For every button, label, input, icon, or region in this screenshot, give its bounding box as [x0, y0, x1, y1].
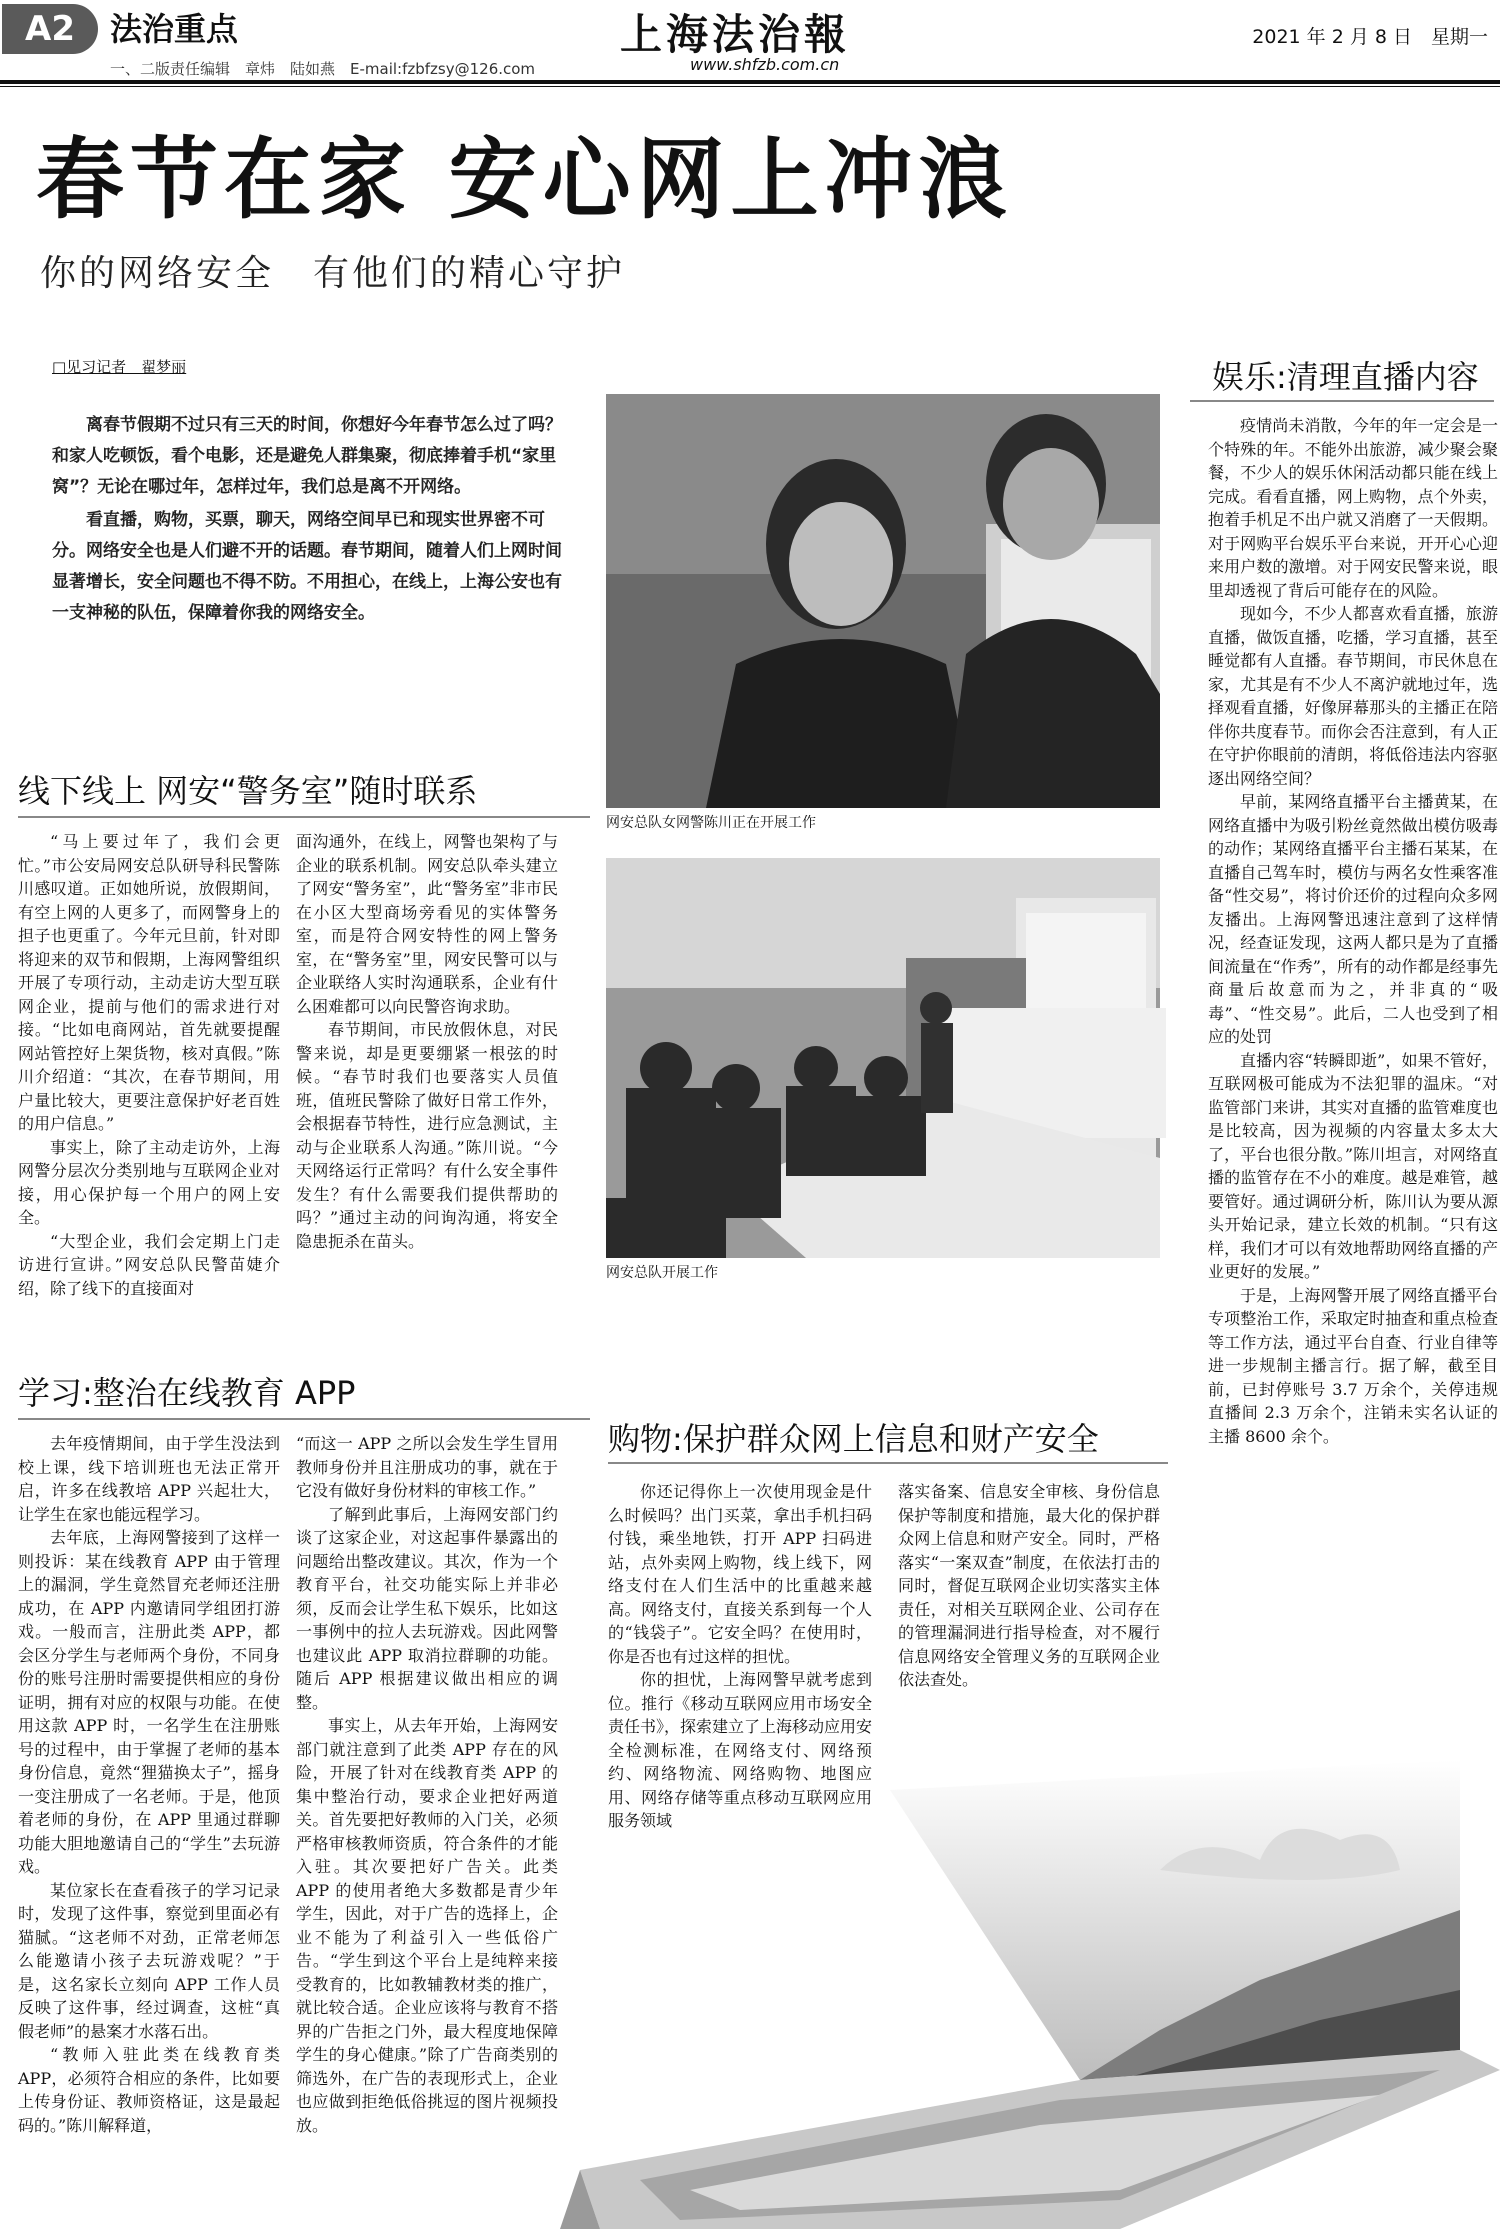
section-rule — [18, 816, 590, 818]
paragraph: 某位家长在查看孩子的学习记录时，发现了这件事，察觉到里面必有猫腻。“这老师不对劲，正常老师怎么能邀请小孩子去玩游戏呢？”于是，这名家长立刻向 APP 工作人员反映了这件事，经过调查，这桩“真假老师”的悬案才水落石出。 — [18, 1880, 280, 2041]
paragraph: 现如今，不少人都喜欢看直播，旅游直播，做饭直播，吃播，学习直播，甚至睡觉都有人直播。春节期间，市民休息在家，尤其是有不少人不离沪就地过年，选择观看直播，好像屏幕那头的主播正在陪伴你共度春节。而你会否注意到，有人正在守护你眼前的清朗，将低俗违法内容驱逐出网络空间？ — [1208, 604, 1498, 788]
article-column — [1208, 414, 1498, 1744]
photo-team-meeting — [606, 858, 1160, 1258]
paragraph: 事实上，除了主动走访外，上海网警分层次分类别地与互联网企业对接，用心保护每一个用户的网上安全。 — [18, 1137, 280, 1227]
byline: □见习记者 翟梦丽 — [52, 358, 187, 376]
article-column — [18, 1432, 280, 2222]
editors-line: 一、二版责任编辑 章炜 陆如燕 E-mail:fzbfzsy@126.com — [110, 60, 536, 78]
photo-caption: 网安总队女网警陈川正在开展工作 — [606, 815, 816, 831]
issue-date: 2021 年 2 月 8 日 星期一 — [1252, 26, 1488, 48]
photo-caption: 网安总队开展工作 — [606, 1265, 718, 1281]
paragraph: 于是，上海网警开展了网络直播平台专项整治工作，采取定时抽查和重点检查等工作方法，通过平台自查、行业自律等进一步规制主播言行。据了解，截至目前，已封停账号 3.7 万余个，关停违规直播间 2.3 万余个，注销未实名认证的主播 8600 余个。 — [1208, 1285, 1498, 1446]
sub-headline: 你的网络安全 有他们的精心守护 — [40, 253, 626, 294]
photo-policewoman-at-work — [606, 394, 1160, 808]
section-rule — [18, 1418, 590, 1420]
header-rule-thin — [0, 86, 1500, 87]
section-rule — [608, 1462, 1168, 1464]
section-title: 法治重点 — [110, 10, 239, 48]
paragraph: “而这一 APP 之所以会发生学生冒用教师身份并且注册成功的事，就在于它没有做好身份材料的审核工作。” — [296, 1434, 558, 1500]
section-heading-shopping: 购物:保护群众网上信息和财产安全 — [608, 1420, 1099, 1458]
paragraph: 事实上，从去年开始，上海网安部门就注意到了此类 APP 存在的风险，开展了针对在线教育类 APP 的集中整治行动，要求企业把好两道关。首先要把好教师的入门关，必须严格审核教师资质，符合条件的才能入驻。其次要把好广告关。此类 APP 的使用者绝大多数都是青少年学生，因此，对于广告的选择上，企业不能为了利益引入一些低俗广告。“学生到这个平台上是纯粹来接受教育的，比如教辅教材类的推广，就比较合适。企业应该将与教育不搭界的广告拒之门外，最大程度地保障学生的身心健康。”除了广告商类别的筛选外，在广告的表现形式上，企业也应做到拒绝低俗挑逗的图片视频投放。 — [296, 1716, 558, 2135]
article-column — [608, 1480, 873, 1830]
article-column — [296, 830, 558, 1270]
paragraph: 去年底，上海网警接到了这样一则投诉：某在线教育 APP 由于管理上的漏洞，学生竟然冒充老师还注册成功，在 APP 内邀请同学组团打游戏。一般而言，注册此类 APP，都会区分学生与老师两个身份，不同身份的账号注册时需要提供相应的身份证明，拥有对应的权限与功能。在使用这款 APP 时，一名学生在注册账号的过程中，由于掌握了老师的基本身份信息，竟然“狸猫换太子”，摇身一变注册成了一名老师。于是，他顶着老师的身份，在 APP 里通过群聊功能大胆地邀请自己的“学生”去玩游戏。 — [18, 1528, 280, 1876]
paragraph: “马上要过年了，我们会更忙。”市公安局网安总队研导科民警陈川感叹道。正如她所说，放假期间，有空上网的人更多了，而网警身上的担子也更重了。今年元旦前，针对即将迎来的双节和假期，上海网警组织开展了专项行动，主动走访大型互联网企业，提前与他们的需求进行对接。“比如电商网站，首先就要提醒网站管控好上架货物，核对真假。”陈川介绍道：“其次，在春节期间，用户量比较大，更要注意保护好老百姓的用户信息。” — [18, 832, 280, 1133]
paragraph: 直播内容“转瞬即逝”，如果不管好，互联网极可能成为不法犯罪的温床。“对监管部门来讲，其实对直播的监管难度也是比较高，因为视频的内容量太多太大了，平台也很分散。”陈川坦言，对网络直播的监管存在不小的难度。越是难管，越要管好。通过调研分析，陈川认为要从源头开始记录，建立长效的机制。“只有这样，我们才可以有效地帮助网络直播的产业更好的发展。” — [1208, 1050, 1498, 1281]
paragraph: 落实备案、信息安全审核、身份信息保护等制度和措施，最大化的保护群众网上信息和财产安全。同时，严格落实“一案双查”制度，在依法打击的同时，督促互联网企业切实落实主体责任，对相关互联网企业、公司存在的管理漏洞进行指导检查，对不履行信息网络安全管理义务的互联网企业依法查处。 — [898, 1482, 1160, 1689]
section-rule — [1190, 400, 1494, 402]
newspaper-url: www.shfzb.com.cn — [690, 55, 840, 74]
lead-paragraphs — [52, 410, 572, 631]
paragraph: “大型企业，我们会定期上门走访进行宣讲。”网安总队民警苗婕介绍，除了线下的直接面对 — [18, 1231, 280, 1298]
section-heading-police-office: 线下线上 网安“警务室”随时联系 — [18, 772, 478, 810]
article-column — [898, 1480, 1160, 1740]
paragraph: “教师入驻此类在线教育类 APP，必须符合相应的条件，比如要上传身份证、教师资格证，这是最起码的。”陈川解释道， — [18, 2045, 280, 2135]
paragraph: 疫情尚未消散，今年的年一定会是一个特殊的年。不能外出旅游，减少聚会聚餐，不少人的娱乐休闲活动都只能在线上完成。看看直播，网上购物，点个外卖，抱着手机足不出户就又消磨了一天假期。对于网购平台娱乐平台来说，开开心心迎来用户数的激增。对于网安民警来说，眼里却透视了背后可能存在的风险。 — [1208, 416, 1498, 600]
page-number-badge: A2 — [2, 4, 98, 54]
newspaper-masthead: 上海法治報 — [620, 10, 851, 59]
lead-paragraph: 看直播，购物，买票，聊天，网络空间早已和现实世界密不可分。网络安全也是人们避不开的话题。春节期间，随着人们上网时间显著增长，安全问题也不得不防。不用担心，在线上，上海公安也有一支神秘的队伍，保障着你我的网络安全。 — [52, 510, 562, 623]
paragraph: 去年疫情期间，由于学生没法到校上课，线下培训班也无法正常开启，许多在线教培 APP 兴起壮大，让学生在家也能远程学习。 — [18, 1434, 280, 1524]
paragraph: 面沟通外，在线上，网警也架构了与企业的联系机制。网安总队牵头建立了网安“警务室”，此“警务室”非市民在小区大型商场旁看见的实体警务室，而是符合网安特性的网上警务室，在“警务室”里，网安民警可以与企业联络人实时沟通联系，企业有什么困难都可以向民警咨询求助。 — [296, 832, 558, 1016]
lead-paragraph: 离春节假期不过只有三天的时间，你想好今年春节怎么过了吗？和家人吃顿饭，看个电影，还是避免人群集聚，彻底捧着手机“家里窝”？无论在哪过年，怎样过年，我们总是离不开网络。 — [52, 415, 562, 497]
paragraph: 了解到此事后，上海网安部门约谈了这家企业，对这起事件暴露出的问题给出整改建议。其次，作为一个教育平台，社交功能实际上并非必须，反而会让学生私下娱乐，比如这一事例中的拉人去玩游戏。因此网警也建议此 APP 取消拉群聊的功能。随后 APP 根据建议做出相应的调整。 — [296, 1504, 558, 1712]
article-column — [296, 1432, 558, 2222]
section-heading-entertainment: 娱乐:清理直播内容 — [1212, 358, 1479, 396]
article-column — [18, 830, 280, 1298]
header-rule — [0, 80, 1500, 84]
main-headline: 春节在家 安心网上冲浪 — [36, 128, 1013, 231]
paragraph: 早前，某网络直播平台主播黄某，在网络直播中为吸引粉丝竟然做出模仿吸毒的动作；某网络直播平台主播石某某，在直播自己驾车时，模仿与两名女性乘客准备“性交易”，将讨价还价的过程向众多网友播出。上海网警迅速注意到了这样情况，经查证发现，这两人都只是为了直播间流量在“作秀”，所有的动作都是经事先商量后故意而为之，并非真的“吸毒”、“性交易”。此后，二人也受到了相应的处罚 — [1208, 792, 1498, 1046]
paragraph: 春节期间，市民放假休息，对民警来说，却是更要绷紧一根弦的时候。“春节时我们也要落实人员值班，值班民警除了做好日常工作外，会根据春节特性，进行应急测试，主动与企业联系人沟通。”陈川说。“今天网络运行正常吗？有什么安全事件发生？有什么需要我们提供帮助的吗？”通过主动的问询沟通，将安全隐患扼杀在苗头。 — [296, 1020, 558, 1251]
section-heading-study: 学习:整治在线教育 APP — [18, 1374, 356, 1412]
paragraph: 你的担忧，上海网警早就考虑到位。推行《移动互联网应用市场安全责任书》，探索建立了上海移动应用安全检测标准，在网络支付、网络预约、网络物流、网络购物、地图应用、网络存储等重点移动互联网应用服务领域 — [608, 1670, 873, 1830]
paragraph: 你还记得你上一次使用现金是什么时候吗？出门买菜，拿出手机扫码付钱，乘坐地铁，打开 APP 扫码进站，点外卖网上购物，线上线下，网络支付在人们生活中的比重越来越高。网络支付，直接关系到每一个人的“钱袋子”。它安全吗？在使用时，你是否也有过这样的担忧。 — [608, 1482, 872, 1666]
